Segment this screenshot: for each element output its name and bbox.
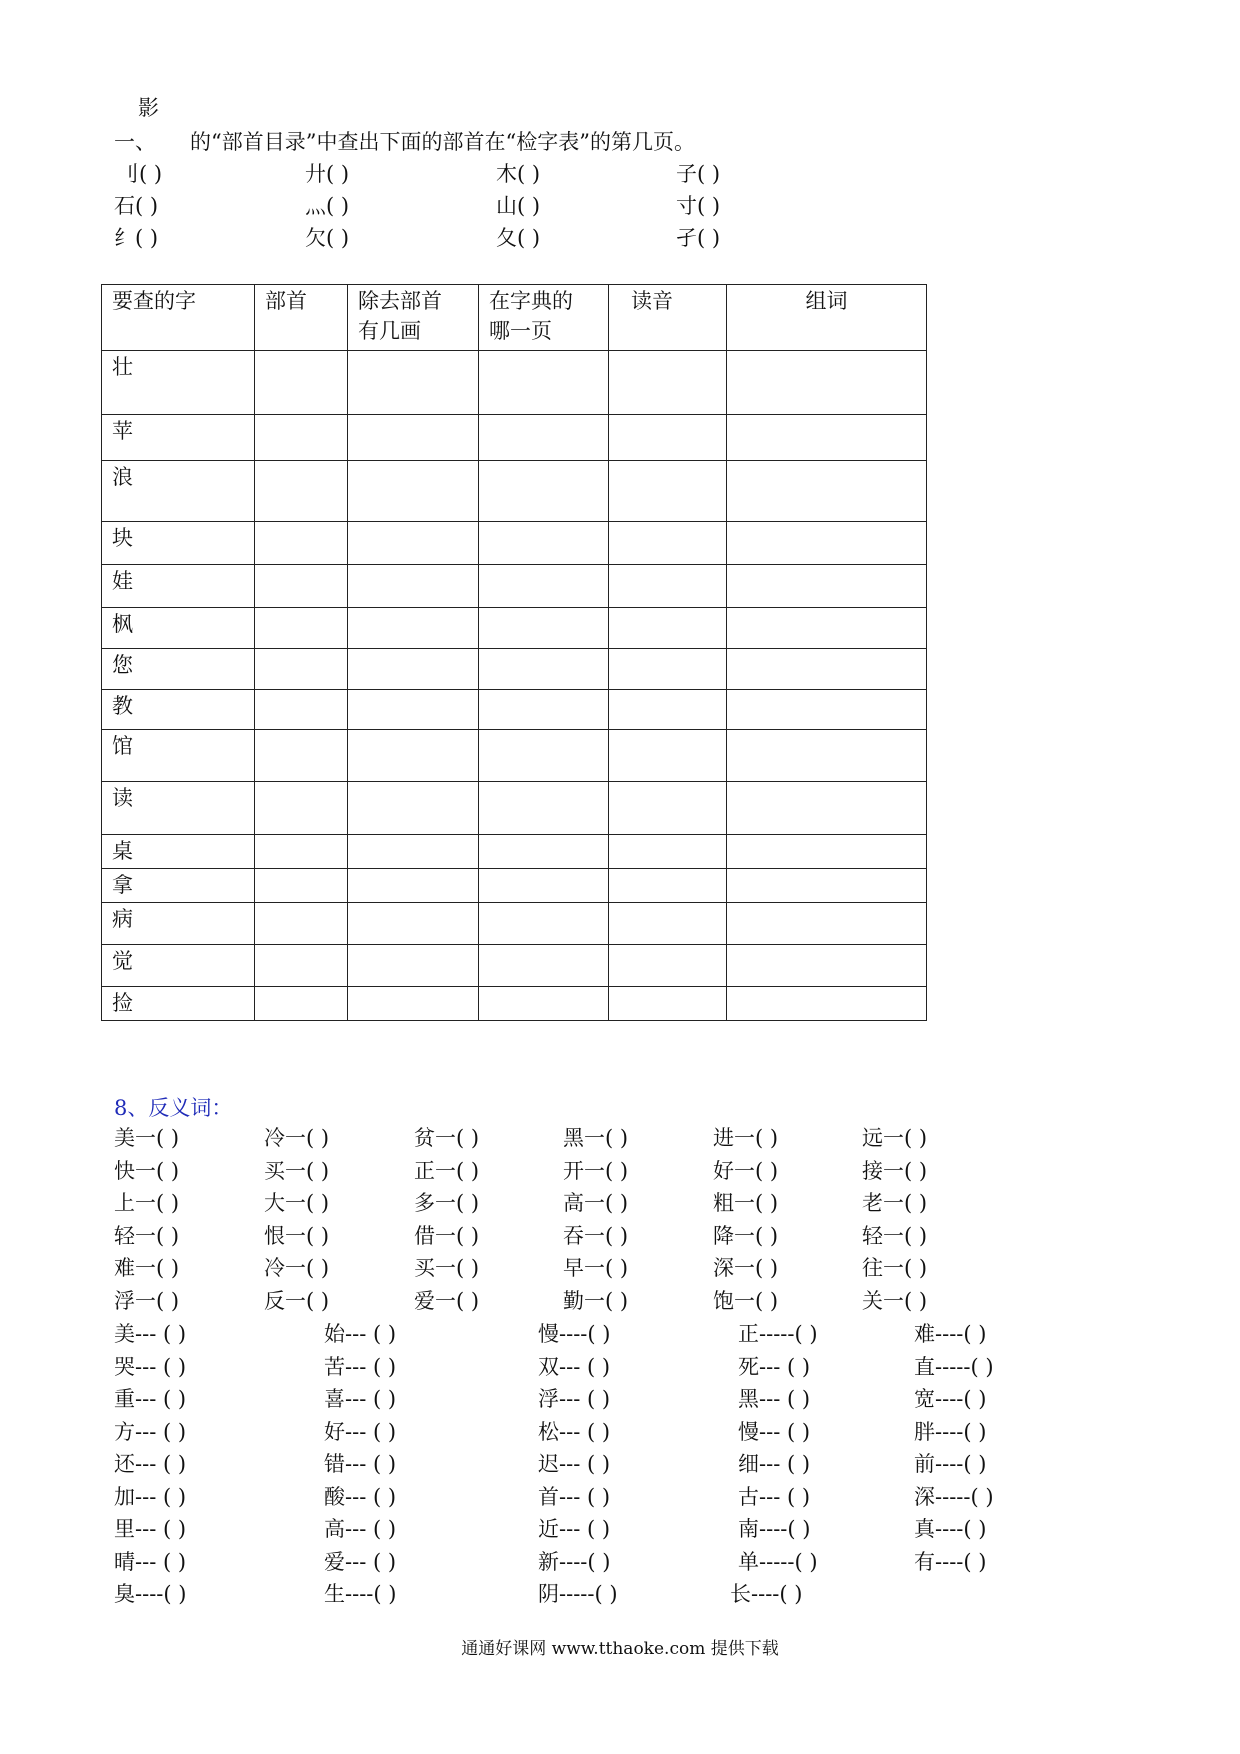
antonym-pair: 慢--- ( ) [738, 1419, 811, 1444]
table-row [102, 782, 927, 835]
blank-cell [255, 522, 348, 565]
blank-cell [727, 987, 927, 1021]
blank-cell [348, 649, 479, 690]
radical-entry: 灬( ) [305, 194, 350, 218]
antonym-pair: 难----( ) [914, 1322, 987, 1346]
blank-cell [348, 835, 479, 869]
antonym-pair: 大一( ) [264, 1191, 330, 1216]
lookup-char: 教 [102, 690, 255, 730]
blank-cell [727, 351, 927, 415]
blank-cell [479, 415, 609, 461]
lookup-char: 苹 [102, 415, 255, 461]
blank-cell [348, 690, 479, 730]
table-row [102, 608, 927, 649]
blank-cell [609, 835, 727, 869]
blank-cell [609, 415, 727, 461]
antonym-pair: 高一( ) [563, 1191, 629, 1216]
antonym-pair: 买一( ) [414, 1256, 480, 1281]
blank-cell [479, 461, 609, 522]
section1-number: 一、 [114, 130, 156, 154]
antonym-pair: 南----( ) [738, 1517, 811, 1541]
header-page: 在字典的 哪一页 [479, 285, 609, 351]
blank-cell [727, 522, 927, 565]
table-row [102, 649, 927, 690]
blank-cell [255, 565, 348, 608]
antonym-pair: 粗一( ) [713, 1191, 779, 1216]
antonym-pair: 酸--- ( ) [324, 1484, 397, 1509]
blank-cell [255, 903, 348, 945]
antonym-pair: 轻一( ) [114, 1223, 180, 1248]
header-strokes: 除去部首 有几画 [348, 285, 479, 351]
antonym-pair: 早一( ) [563, 1256, 629, 1281]
antonym-pair: 好一( ) [713, 1158, 779, 1183]
radical-entry: 廾( ) [305, 162, 350, 186]
header-pronunciation: 读音 [609, 285, 727, 351]
antonym-pair: 正-----( ) [738, 1322, 818, 1346]
antonym-pair: 美--- ( ) [114, 1322, 187, 1346]
blank-cell [348, 351, 479, 415]
antonym-pair: 浮--- ( ) [538, 1387, 611, 1411]
blank-cell [348, 608, 479, 649]
section1-instruction: 的“部首目录”中查出下面的部首在“检字表”的第几页。 [190, 130, 695, 154]
antonym-pair: 生----( ) [324, 1582, 397, 1606]
header-char-to-look-up: 要查的字 [102, 285, 255, 351]
antonym-pair: 还--- ( ) [114, 1452, 187, 1476]
blank-cell [609, 945, 727, 987]
blank-cell [727, 608, 927, 649]
table-row [102, 835, 927, 869]
antonym-pair: 冷一( ) [264, 1256, 330, 1281]
antonym-pair: 开一( ) [563, 1158, 629, 1183]
blank-cell [727, 869, 927, 903]
antonym-pair: 有----( ) [914, 1549, 987, 1574]
antonym-heading: 8、反义词： [114, 1096, 233, 1120]
radical-entry: 山( ) [496, 194, 541, 218]
blank-cell [255, 945, 348, 987]
table-row [102, 945, 927, 987]
lookup-char: 桌 [102, 835, 255, 869]
blank-cell [609, 461, 727, 522]
radical-entry: 子( ) [676, 162, 721, 186]
antonym-pair: 黑--- ( ) [738, 1387, 811, 1411]
antonym-pair: 爱--- ( ) [324, 1549, 397, 1574]
blank-cell [479, 869, 609, 903]
blank-cell [479, 522, 609, 565]
blank-cell [255, 730, 348, 782]
blank-cell [479, 730, 609, 782]
lookup-char: 读 [102, 782, 255, 835]
blank-cell [727, 415, 927, 461]
lookup-table [101, 284, 927, 1021]
blank-cell [727, 945, 927, 987]
lookup-char: 馆 [102, 730, 255, 782]
radical-entry: 纟( ) [114, 226, 159, 250]
antonym-pair: 接一( ) [862, 1158, 928, 1183]
table-row [102, 730, 927, 782]
blank-cell [727, 565, 927, 608]
antonym-pair: 前----( ) [914, 1452, 987, 1476]
antonym-pair: 双--- ( ) [538, 1354, 611, 1379]
antonym-pair: 新----( ) [538, 1549, 611, 1574]
blank-cell [609, 869, 727, 903]
antonym-pair: 迟--- ( ) [538, 1452, 611, 1476]
blank-cell [255, 987, 348, 1021]
header-char: 影 [138, 96, 159, 120]
antonym-pair: 臭----( ) [114, 1582, 187, 1606]
antonym-pair: 恨一( ) [264, 1223, 330, 1248]
antonym-pair: 重--- ( ) [114, 1387, 187, 1411]
antonym-pair: 上一( ) [114, 1191, 180, 1216]
blank-cell [479, 987, 609, 1021]
table-row [102, 869, 927, 903]
blank-cell [255, 415, 348, 461]
radical-entry: 刂( ) [118, 162, 163, 186]
antonym-pair: 快一( ) [114, 1158, 180, 1183]
blank-cell [479, 608, 609, 649]
footer: 通通好课网 www.tthaoke.com 提供下载 [461, 1639, 779, 1659]
blank-cell [255, 351, 348, 415]
lookup-char: 枫 [102, 608, 255, 649]
antonym-pair: 黑一( ) [563, 1126, 629, 1150]
radical-entry: 欠( ) [305, 226, 350, 250]
blank-cell [609, 730, 727, 782]
table-row [102, 522, 927, 565]
antonym-pair: 死--- ( ) [738, 1354, 811, 1379]
antonym-pair: 首--- ( ) [538, 1484, 611, 1509]
blank-cell [609, 903, 727, 945]
blank-cell [255, 690, 348, 730]
table-row [102, 415, 927, 461]
antonym-pair: 古--- ( ) [738, 1484, 811, 1509]
antonym-pair: 高--- ( ) [324, 1517, 397, 1541]
antonym-pair: 宽----( ) [914, 1387, 987, 1411]
blank-cell [348, 522, 479, 565]
antonym-pair: 直-----( ) [914, 1354, 994, 1379]
antonym-pair: 苦--- ( ) [324, 1354, 397, 1379]
table-header-row [102, 285, 927, 351]
antonym-pair: 浮一( ) [114, 1289, 180, 1313]
antonym-pair: 关一( ) [862, 1289, 928, 1313]
blank-cell [348, 730, 479, 782]
antonym-pair: 难一( ) [114, 1256, 180, 1281]
antonym-pair: 饱一( ) [713, 1289, 779, 1313]
table-row [102, 903, 927, 945]
blank-cell [479, 782, 609, 835]
antonym-pair: 错--- ( ) [324, 1452, 397, 1476]
antonym-pair: 里--- ( ) [114, 1517, 187, 1541]
antonym-pair: 贫一( ) [414, 1126, 480, 1150]
blank-cell [255, 869, 348, 903]
blank-cell [609, 649, 727, 690]
antonym-pair: 晴--- ( ) [114, 1549, 187, 1574]
antonym-pair: 远一( ) [862, 1126, 928, 1150]
lookup-char: 块 [102, 522, 255, 565]
blank-cell [609, 351, 727, 415]
blank-cell [255, 835, 348, 869]
antonym-pair: 降一( ) [713, 1223, 779, 1248]
lookup-char: 拿 [102, 869, 255, 903]
blank-cell [348, 987, 479, 1021]
blank-cell [255, 461, 348, 522]
antonym-pair: 胖----( ) [914, 1419, 987, 1444]
antonym-pair: 阴-----( ) [538, 1582, 618, 1606]
antonym-pair: 正一( ) [414, 1158, 480, 1183]
antonym-pair: 哭--- ( ) [114, 1354, 187, 1379]
header-radical: 部首 [255, 285, 348, 351]
antonym-pair: 细--- ( ) [738, 1452, 811, 1476]
antonym-pair: 慢----( ) [538, 1322, 611, 1346]
antonym-pair: 借一( ) [414, 1223, 480, 1248]
antonym-pair: 加--- ( ) [114, 1484, 187, 1509]
antonym-pair: 深一( ) [713, 1256, 779, 1281]
radical-entry: 夂( ) [496, 226, 541, 250]
blank-cell [348, 415, 479, 461]
blank-cell [255, 608, 348, 649]
blank-cell [479, 351, 609, 415]
antonym-pair: 反一( ) [264, 1289, 330, 1313]
blank-cell [255, 649, 348, 690]
radical-entry: 孑( ) [676, 226, 721, 250]
radical-entry: 石( ) [114, 194, 159, 218]
table-row [102, 690, 927, 730]
blank-cell [609, 608, 727, 649]
blank-cell [727, 649, 927, 690]
blank-cell [609, 987, 727, 1021]
antonym-pair: 真----( ) [914, 1517, 987, 1541]
blank-cell [609, 565, 727, 608]
lookup-char: 病 [102, 903, 255, 945]
header-word: 组词 [727, 285, 927, 351]
antonym-pair: 长----( ) [730, 1582, 803, 1606]
antonym-pair: 方--- ( ) [114, 1419, 187, 1444]
antonym-pair: 好--- ( ) [324, 1419, 397, 1444]
antonym-pair: 轻一( ) [862, 1223, 928, 1248]
blank-cell [348, 782, 479, 835]
blank-cell [609, 690, 727, 730]
blank-cell [479, 690, 609, 730]
blank-cell [727, 903, 927, 945]
lookup-char: 觉 [102, 945, 255, 987]
blank-cell [479, 835, 609, 869]
antonym-pair: 老一( ) [862, 1191, 928, 1216]
radical-entry: 木( ) [496, 162, 541, 186]
blank-cell [727, 835, 927, 869]
antonym-pair: 喜--- ( ) [324, 1387, 397, 1411]
antonym-pair: 勤一( ) [563, 1289, 629, 1313]
blank-cell [727, 730, 927, 782]
antonym-pair: 多一( ) [414, 1191, 480, 1216]
antonym-pair: 买一( ) [264, 1158, 330, 1183]
blank-cell [479, 903, 609, 945]
antonym-pair: 往一( ) [862, 1256, 928, 1281]
lookup-char: 娃 [102, 565, 255, 608]
lookup-char: 壮 [102, 351, 255, 415]
antonym-pair: 冷一( ) [264, 1126, 330, 1150]
antonym-pair: 近--- ( ) [538, 1517, 611, 1541]
blank-cell [348, 945, 479, 987]
antonym-pair: 美一( ) [114, 1126, 180, 1150]
antonym-pair: 进一( ) [713, 1126, 779, 1150]
table-row [102, 351, 927, 415]
antonym-pair: 吞一( ) [563, 1223, 629, 1248]
blank-cell [348, 461, 479, 522]
blank-cell [479, 945, 609, 987]
blank-cell [479, 565, 609, 608]
lookup-char: 您 [102, 649, 255, 690]
blank-cell [479, 649, 609, 690]
blank-cell [348, 903, 479, 945]
antonym-pair: 单-----( ) [738, 1549, 818, 1574]
antonym-pair: 松--- ( ) [538, 1419, 611, 1444]
blank-cell [348, 565, 479, 608]
antonym-pair: 深-----( ) [914, 1484, 994, 1509]
blank-cell [727, 690, 927, 730]
radical-entry: 寸( ) [676, 194, 721, 218]
blank-cell [727, 461, 927, 522]
blank-cell [609, 782, 727, 835]
blank-cell [348, 869, 479, 903]
blank-cell [255, 782, 348, 835]
blank-cell [727, 782, 927, 835]
table-row [102, 565, 927, 608]
lookup-char: 浪 [102, 461, 255, 522]
antonym-pair: 始--- ( ) [324, 1322, 397, 1346]
table-row [102, 987, 927, 1021]
lookup-char: 捡 [102, 987, 255, 1021]
blank-cell [609, 522, 727, 565]
antonym-pair: 爱一( ) [414, 1289, 480, 1313]
table-row [102, 461, 927, 522]
